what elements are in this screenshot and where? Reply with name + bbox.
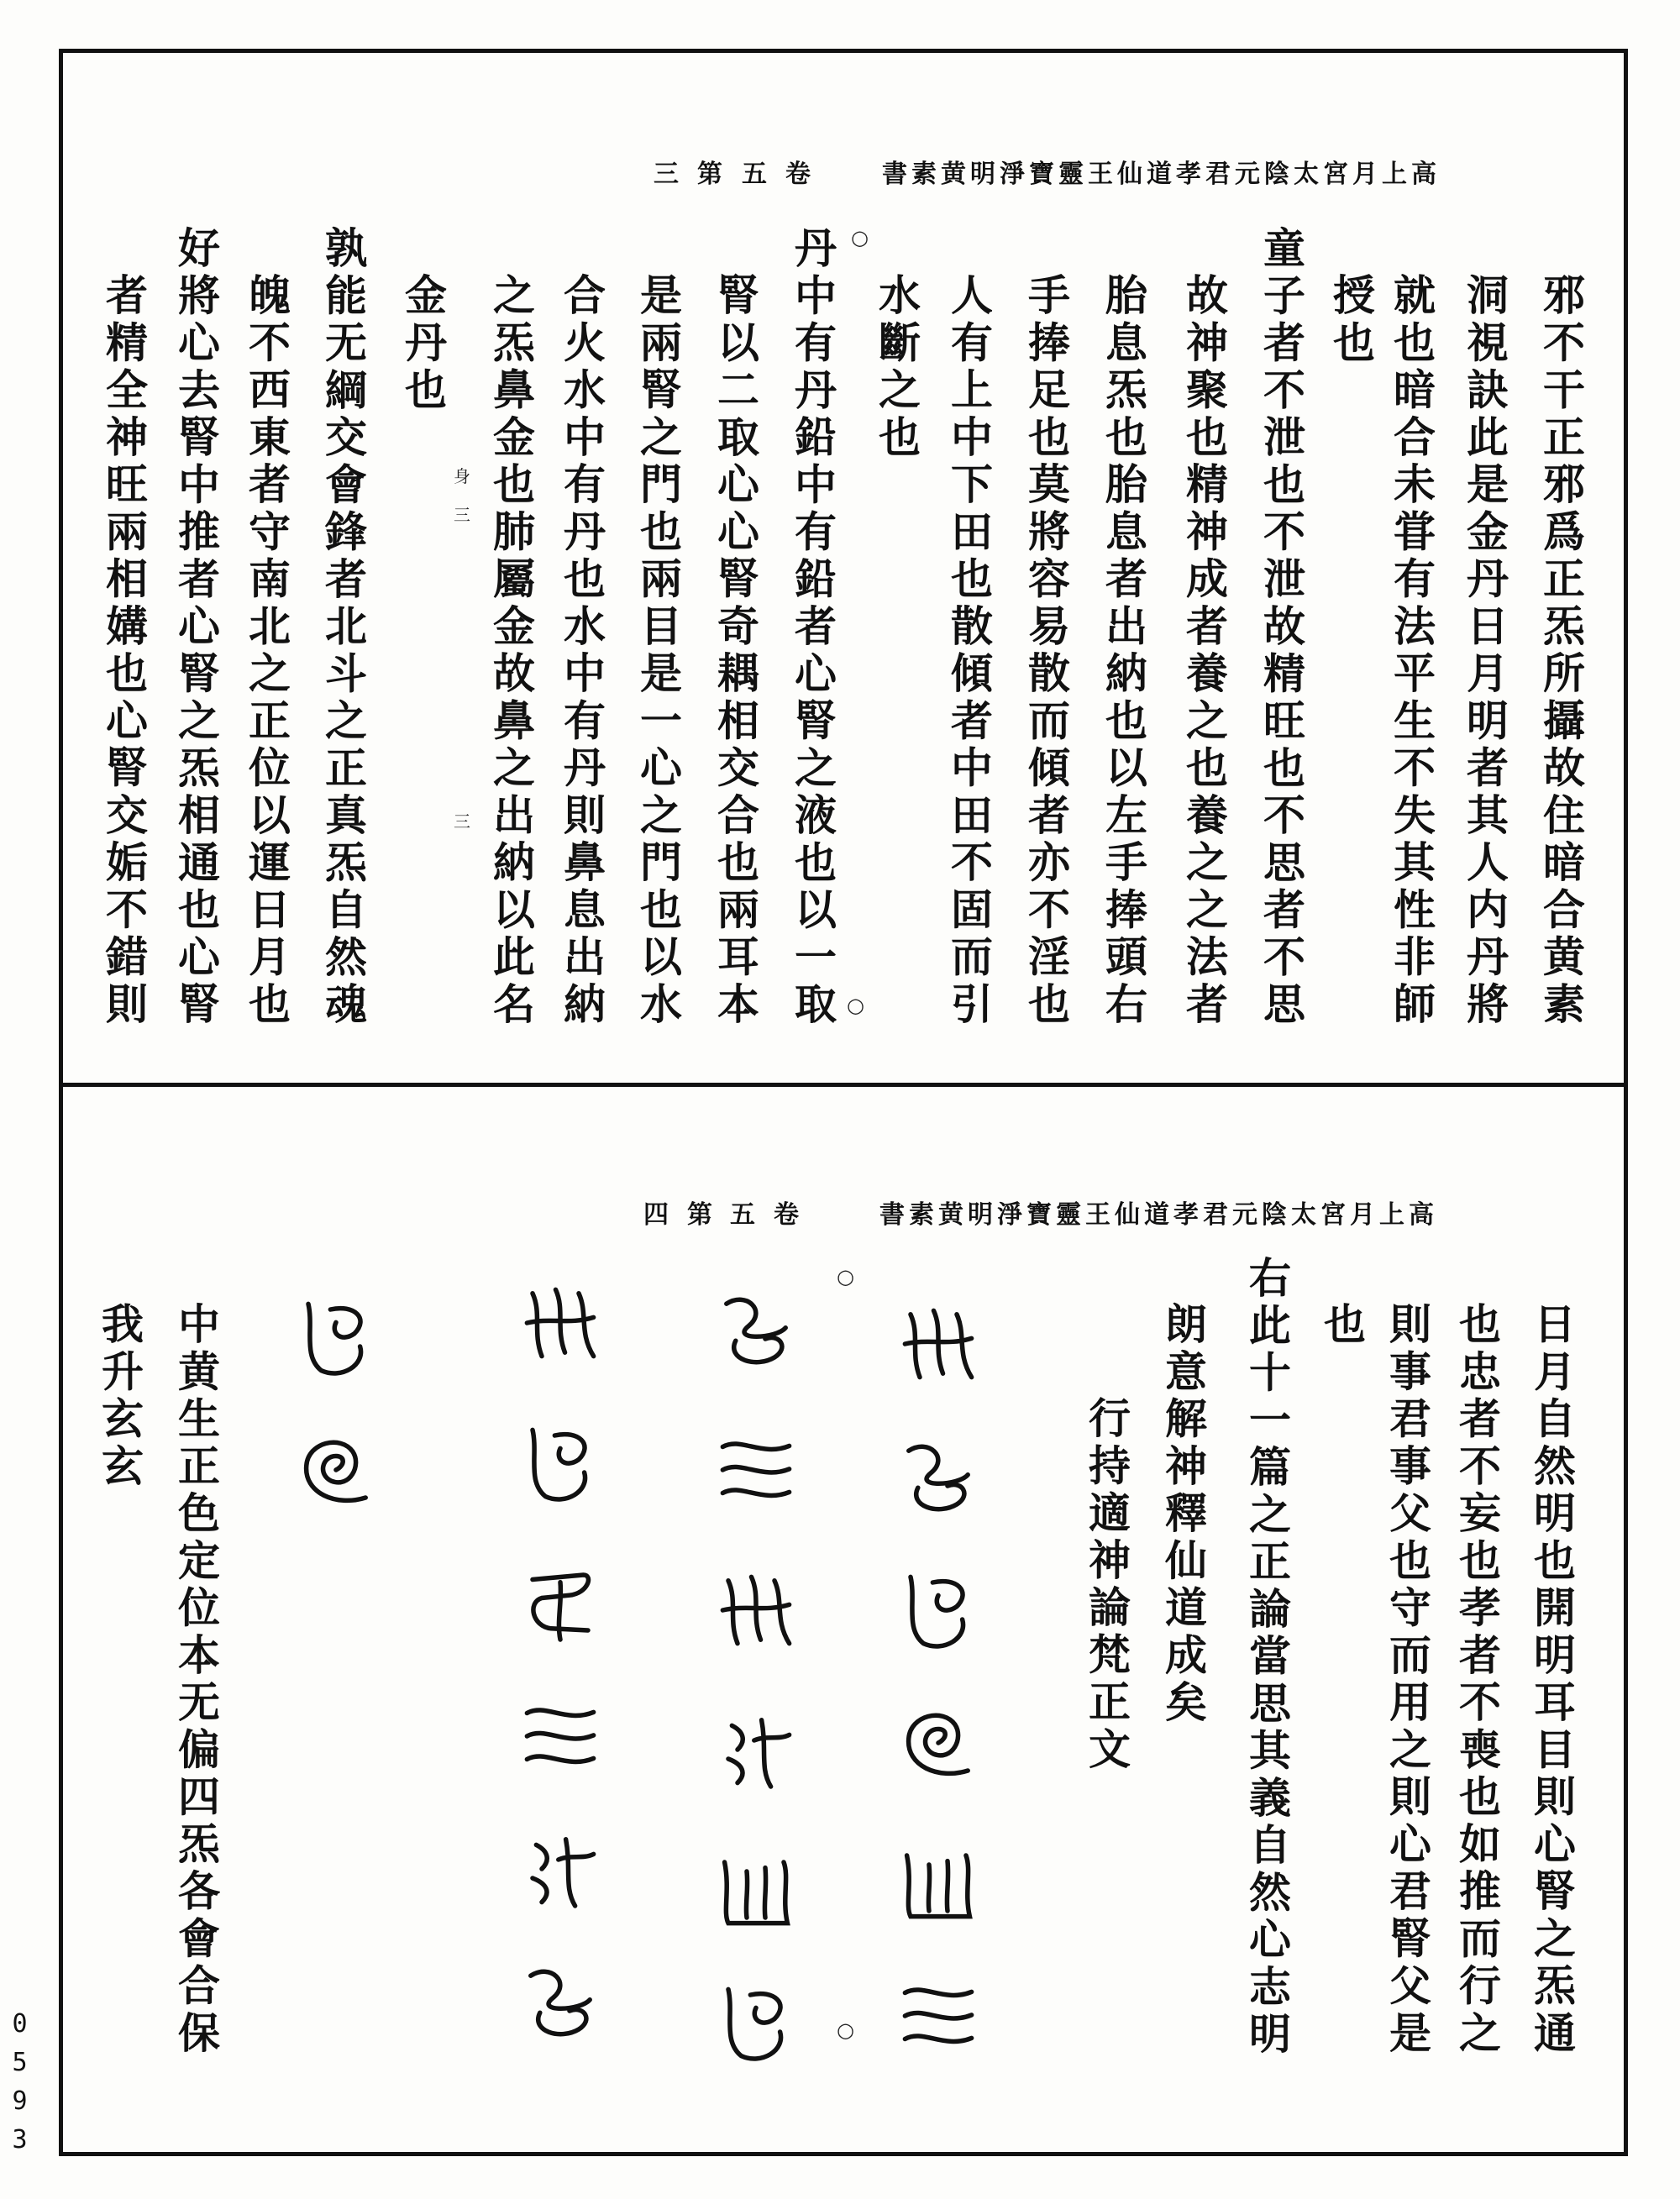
text-column: 孰能无綱交會鋒者北斗之正真炁自然魂 — [318, 226, 368, 1030]
top-header-volume: 卷五 — [742, 160, 829, 189]
text-column: 金丹也 — [398, 273, 448, 415]
panel-divider — [59, 1083, 1628, 1087]
page-number: 0593 — [5, 2009, 34, 2164]
text-column: 右此十一篇之正論當思其義自然心志明 — [1242, 1256, 1292, 2060]
text-column: 故神聚也精神成者養之也養之之法者 — [1179, 273, 1229, 1029]
margin-mark: 身 — [454, 466, 470, 486]
text-column: 就也暗合未甞有法平生不失其性非師 — [1387, 273, 1436, 1029]
circle-mark: ○ — [837, 2018, 854, 2042]
circle-mark: ○ — [847, 994, 864, 1017]
top-header-page: 第三 — [654, 160, 741, 189]
text-column: 好將心去腎中推者心腎之炁相通也心腎 — [171, 226, 221, 1030]
text-column: 也忠者不妄也孝者不喪也如推而行之 — [1452, 1302, 1502, 2058]
text-column: 授也 — [1326, 273, 1376, 368]
bottom-header-volume: 卷五 — [730, 1200, 817, 1230]
text-column: 則事君事父也守而用之則心君腎父是 — [1383, 1302, 1432, 2058]
text-column: 日月自然明也開明耳目則心腎之炁通 — [1527, 1302, 1577, 2058]
text-column: 是兩腎之門也兩目是一心之門也以水 — [633, 273, 683, 1029]
circle-mark: ○ — [837, 1265, 854, 1288]
text-column: 朗意解神釋仙道成矣 — [1158, 1302, 1208, 1728]
text-column: 童子者不泄也不泄故精旺也不思者不思 — [1257, 226, 1306, 1030]
text-column: 也 — [1317, 1302, 1367, 1350]
bottom-header-page: 第四 — [643, 1200, 731, 1230]
text-column: 人有上中下田也散傾者中田不固而引 — [944, 273, 994, 1029]
text-column: 行持適神論梵正文 — [1082, 1396, 1131, 1774]
text-column: 中黄生正色定位本无偏四炁各會合保 — [171, 1302, 221, 2058]
text-column: 手捧足也莫將容易散而傾者亦不淫也 — [1021, 273, 1071, 1029]
text-column: 腎以二取心心腎奇耦相交合也兩耳本 — [711, 273, 760, 1029]
text-column: 洞視訣此是金丹日月明者其人内丹將 — [1460, 273, 1509, 1029]
text-column: 丹中有丹鉛中有鉛者心腎之液也以一取 — [788, 226, 837, 1030]
circle-mark: ○ — [851, 226, 869, 249]
margin-mark: 三 — [454, 505, 470, 525]
margin-mark: 三 — [454, 811, 470, 832]
text-column: 水斷之也 — [872, 273, 921, 462]
text-column: 魄不西東者守南北之正位以運日月也 — [242, 273, 291, 1029]
text-column: 我升玄玄 — [95, 1302, 144, 1491]
text-column: 之炁鼻金也肺屬金故鼻之出納以此名 — [486, 273, 536, 1029]
text-column: 胎息炁也胎息者出納也以左手捧頭右 — [1099, 273, 1148, 1029]
top-header-title: 高上月宮太陰元君孝道仙王靈寶淨明黄素書 — [882, 160, 1441, 189]
bottom-header-title: 高上月宮太陰元君孝道仙王靈寶淨明黄素書 — [879, 1200, 1438, 1230]
text-column: 邪不干正邪爲正炁所攝故住暗合黄素 — [1536, 273, 1586, 1029]
text-column: 合火水中有丹也水中有丹則鼻息出納 — [557, 273, 606, 1029]
text-column: 者精全神旺兩相媾也心腎交姤不錯則 — [99, 273, 149, 1029]
